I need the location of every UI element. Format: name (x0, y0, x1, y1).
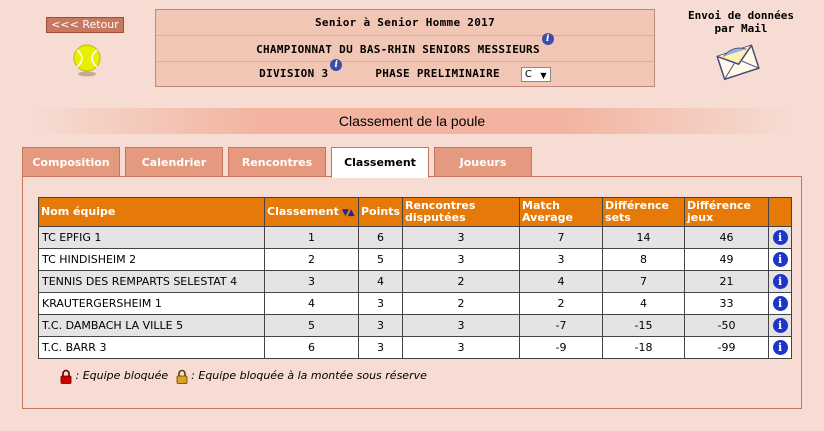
mail-envelope-icon[interactable] (716, 40, 762, 84)
rank-cell: 1 (265, 227, 359, 249)
tab-joueurs[interactable]: Joueurs (434, 147, 532, 177)
points-cell: 3 (359, 293, 403, 315)
diff-jeux-cell: 33 (685, 293, 769, 315)
info-icon[interactable]: i (773, 274, 788, 289)
championship-info-icon[interactable]: i (542, 33, 554, 45)
row-info-cell (769, 315, 792, 337)
info-icon[interactable]: i (773, 252, 788, 267)
matches-cell: 3 (403, 315, 520, 337)
team-name: T.C. DAMBACH LA VILLE 5 (39, 315, 265, 337)
info-icon[interactable]: i (773, 296, 788, 311)
col-classement-label: Classement (267, 204, 339, 218)
col-diff-jeux: Différence jeux (685, 198, 769, 227)
team-name: KRAUTERGERSHEIM 1 (39, 293, 265, 315)
rank-cell: 5 (265, 315, 359, 337)
championship-name: CHAMPIONNAT DU BAS-RHIN SENIORS MESSIEURS (256, 43, 540, 56)
match-average-cell: -9 (520, 337, 603, 359)
col-classement[interactable] (265, 198, 359, 227)
diff-sets-cell: -15 (603, 315, 685, 337)
col-points: Points (359, 198, 403, 227)
match-average-cell: 3 (520, 249, 603, 271)
chevron-down-icon: ▼ (540, 70, 547, 80)
mail-title-line2: par Mail (714, 22, 768, 35)
table-row (39, 315, 792, 337)
diff-jeux-cell: 49 (685, 249, 769, 271)
tab-rencontres[interactable]: Rencontres (228, 147, 326, 177)
col-info (769, 198, 792, 227)
col-match-average: Match Average (520, 198, 603, 227)
tab-composition[interactable]: Composition (22, 147, 120, 177)
section-title: Classement de la poule (32, 108, 792, 134)
row-info-cell (769, 337, 792, 359)
phase-select-value: C (524, 68, 533, 80)
diff-sets-cell: 7 (603, 271, 685, 293)
points-cell: 3 (359, 337, 403, 359)
gold-lock-icon (176, 369, 188, 384)
tennis-ball-icon (72, 43, 102, 77)
points-cell: 3 (359, 315, 403, 337)
points-cell: 5 (359, 249, 403, 271)
matches-cell: 3 (403, 227, 520, 249)
col-diff-sets: Différence sets (603, 198, 685, 227)
ranking-table (38, 197, 792, 359)
team-name: TC EPFIG 1 (39, 227, 265, 249)
rank-cell: 6 (265, 337, 359, 359)
competition-header (155, 9, 655, 87)
team-name: TENNIS DES REMPARTS SELESTAT 4 (39, 271, 265, 293)
row-info-cell (769, 227, 792, 249)
info-icon[interactable]: i (773, 318, 788, 333)
diff-sets-cell: 4 (603, 293, 685, 315)
mail-title (668, 9, 814, 35)
team-name: TC HINDISHEIM 2 (39, 249, 265, 271)
matches-cell: 3 (403, 337, 520, 359)
match-average-cell: 7 (520, 227, 603, 249)
rank-cell: 3 (265, 271, 359, 293)
team-name: T.C. BARR 3 (39, 337, 265, 359)
legend-blocked: : Equipe bloquée (75, 369, 169, 382)
row-info-cell (769, 249, 792, 271)
sort-arrows-icon[interactable]: ▼▲ (341, 207, 354, 218)
diff-jeux-cell: -99 (685, 337, 769, 359)
table-row (39, 271, 792, 293)
legend-blocked-reserve: : Equipe bloquée à la montée sous réserve (191, 369, 427, 382)
competition-title: Senior à Senior Homme 2017 (156, 14, 654, 36)
diff-jeux-cell: 21 (685, 271, 769, 293)
red-lock-icon (60, 369, 72, 384)
division-name: DIVISION 3 (259, 67, 329, 80)
matches-cell: 3 (403, 249, 520, 271)
phase-select[interactable] (521, 67, 551, 82)
tab-calendrier[interactable]: Calendrier (125, 147, 223, 177)
rank-cell: 4 (265, 293, 359, 315)
points-cell: 4 (359, 271, 403, 293)
diff-sets-cell: -18 (603, 337, 685, 359)
col-nom-equipe: Nom équipe (39, 198, 265, 227)
points-cell: 6 (359, 227, 403, 249)
info-icon[interactable]: i (773, 340, 788, 355)
table-row (39, 249, 792, 271)
phase-label: PHASE PRELIMINAIRE (375, 67, 500, 80)
match-average-cell: -7 (520, 315, 603, 337)
diff-jeux-cell: -50 (685, 315, 769, 337)
table-row (39, 293, 792, 315)
diff-jeux-cell: 46 (685, 227, 769, 249)
division-info-icon[interactable]: i (330, 59, 342, 71)
tab-classement[interactable]: Classement (331, 147, 429, 178)
table-row (39, 227, 792, 249)
diff-sets-cell: 8 (603, 249, 685, 271)
matches-cell: 2 (403, 293, 520, 315)
matches-cell: 2 (403, 271, 520, 293)
mail-title-line1: Envoi de données (688, 9, 794, 22)
championship-row (156, 34, 654, 62)
info-icon[interactable]: i (773, 230, 788, 245)
division-row (156, 60, 654, 87)
row-info-cell (769, 271, 792, 293)
row-info-cell (769, 293, 792, 315)
legend (60, 368, 427, 384)
diff-sets-cell: 14 (603, 227, 685, 249)
rank-cell: 2 (265, 249, 359, 271)
match-average-cell: 2 (520, 293, 603, 315)
table-header-row (39, 198, 792, 227)
retour-button[interactable]: <<< Retour (46, 17, 124, 33)
col-rencontres: Rencontres disputées (403, 198, 520, 227)
match-average-cell: 4 (520, 271, 603, 293)
table-row (39, 337, 792, 359)
